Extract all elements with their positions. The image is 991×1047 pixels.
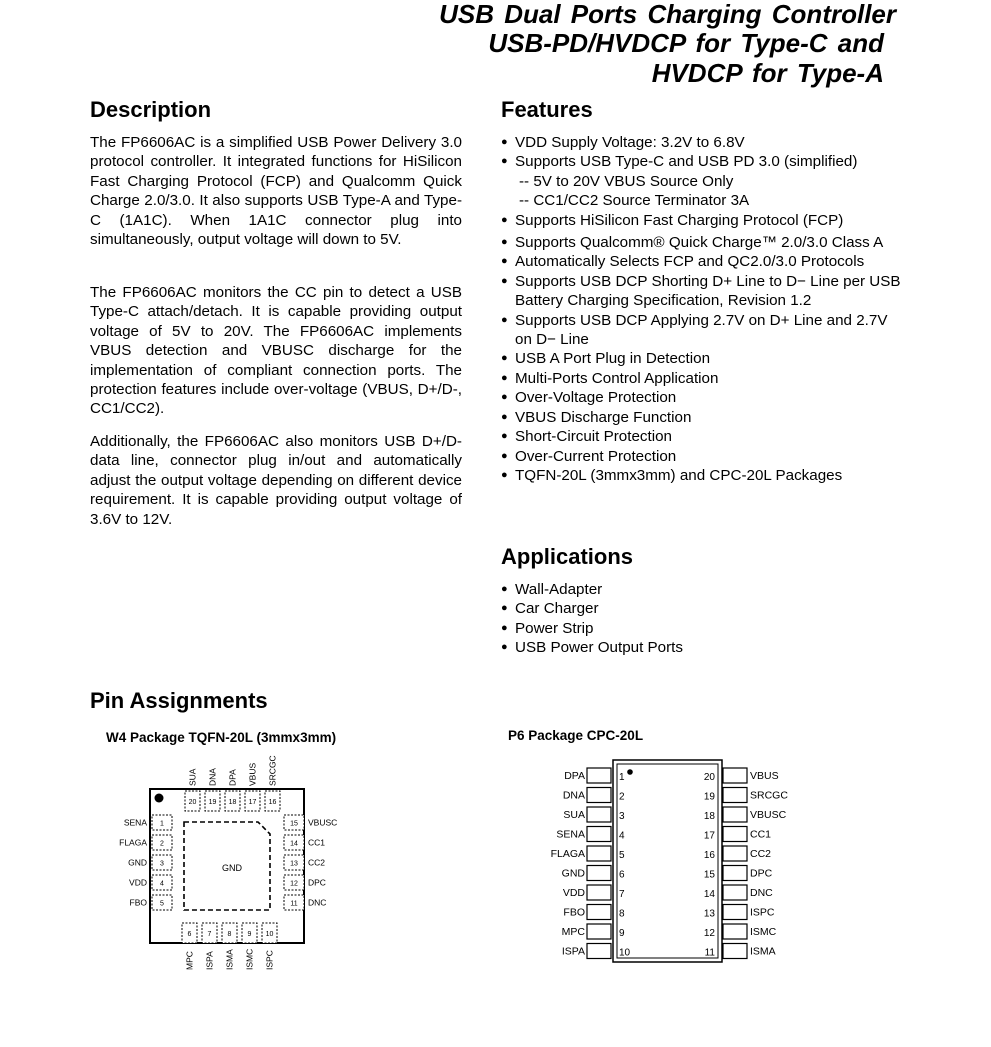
pin-number: 16: [703, 850, 715, 861]
pin-name: DNA: [562, 789, 585, 802]
applications-heading: Applications: [501, 544, 634, 569]
pin-name: ISMA: [750, 945, 776, 958]
list-item-text: Supports Qualcomm® Quick Charge™ 2.0/3.0 Class A: [515, 234, 884, 252]
pin-name: ISPA: [204, 951, 215, 970]
title-line-1: USB Dual Ports Charging Controller: [439, 0, 896, 29]
pin-lead: [587, 905, 611, 920]
pin-number: 3: [619, 811, 625, 822]
pin-number: 18: [703, 811, 715, 822]
pin-name: VDD: [562, 887, 585, 899]
pin-name: FBO: [563, 906, 585, 919]
pin-lead: [587, 944, 611, 959]
bullet-icon: ●: [501, 583, 508, 595]
description-paragraph-1: The FP6606AC is a simplified USB Power Delivery 3.0 protocol controller. It integrated functions for HiSilicon Fast Charging Protocol (FCP) and Qualcomm Quick Charge 2.0/3.0. It also supports USB Type-A and Type-C (1A1C). When 1A1C connector plug into simultaneously, output voltage will down to 5V.: [90, 134, 462, 249]
bullet-icon: ●: [501, 136, 508, 148]
list-item-text: Supports HiSilicon Fast Charging Protocol (FCP): [515, 211, 844, 229]
pin-name: MPC: [561, 926, 585, 938]
pin-name: VBUSC: [308, 817, 338, 828]
list-item: [501, 252, 906, 271]
list-item-text: USB A Port Plug in Detection: [515, 350, 711, 368]
list-item: [501, 408, 906, 427]
bullet-icon: ●: [501, 213, 508, 226]
pin-name: DNC: [750, 887, 773, 899]
bullet-icon: ●: [501, 449, 508, 462]
bullet-icon: ●: [501, 641, 508, 654]
pin-number: 17: [248, 799, 257, 806]
tqfn-package-title: W4 Package TQFN-20L (3mmx3mm): [106, 730, 337, 745]
pin-number: 4: [619, 830, 625, 842]
list-item-text: Supports USB DCP Shorting D+ Line to D− Line per USB Battery Charging Specification, Revision 1.2: [515, 272, 901, 310]
bullet-icon: ●: [501, 255, 508, 268]
pin-lead: [587, 866, 611, 881]
pin-name: MPC: [184, 951, 195, 970]
list-item: [501, 133, 906, 152]
pin-assignments-heading: Pin Assignments: [90, 688, 268, 713]
list-item-text: Power Strip: [515, 619, 594, 637]
bullet-icon: ●: [501, 155, 508, 168]
pin-number: 20: [188, 799, 197, 806]
pin-name: FBO: [129, 897, 147, 908]
pin-number: 14: [290, 840, 298, 848]
list-item-text: Short-Circuit Protection: [515, 428, 672, 446]
pin-name: ISPA: [561, 945, 585, 958]
pin-name: GND: [561, 867, 585, 880]
cpc-package-title: P6 Package CPC-20L: [508, 728, 644, 743]
pin-lead: [587, 807, 611, 822]
list-item: [501, 272, 906, 311]
pin-number: 19: [703, 791, 715, 803]
pin-number: 17: [703, 830, 715, 842]
pin-number: 7: [207, 931, 212, 938]
pin-lead: [723, 827, 747, 842]
title-line-3: HVDCP for Type-A: [651, 58, 884, 88]
bullet-icon: ●: [501, 274, 508, 287]
pin-name: ISMC: [750, 926, 777, 938]
pin-number: 7: [619, 889, 625, 900]
features-heading: Features: [501, 97, 593, 122]
pin-number: 16: [268, 799, 277, 806]
bullet-icon: ●: [501, 410, 508, 423]
pin-name: DNA: [207, 768, 218, 786]
list-item-text: TQFN-20L (3mmx3mm) and CPC-20L Packages: [515, 466, 843, 484]
pin-name: FLAGA: [119, 837, 147, 848]
pin-number: 4: [160, 880, 164, 888]
bullet-icon: ●: [501, 602, 508, 615]
list-item-text: Supports USB DCP Applying 2.7V on D+ Line and 2.7V on D− Line: [515, 311, 888, 349]
pin-number: 11: [290, 900, 298, 908]
pin-number: 10: [265, 931, 274, 938]
bullet-icon: ●: [501, 621, 508, 634]
list-item-text: Over-Current Protection: [515, 447, 677, 465]
list-item-text: Over-Voltage Protection: [515, 389, 677, 407]
pin-number: 13: [290, 860, 298, 868]
pin-lead: [723, 788, 747, 803]
pin-lead: [723, 807, 747, 822]
pin-name: CC1: [308, 837, 326, 848]
list-item: [501, 638, 801, 657]
pin-number: 5: [619, 850, 625, 861]
pin-lead: [587, 885, 611, 900]
list-item: [501, 311, 906, 350]
pin-name: SENA: [556, 828, 585, 841]
bullet-icon: ●: [501, 371, 508, 384]
list-item-text: Supports USB Type-C and USB PD 3.0 (simplified): [515, 153, 858, 171]
pin-lead: [587, 768, 611, 783]
list-item: [501, 619, 801, 638]
pin-lead: [723, 866, 747, 881]
pin-number: 18: [228, 799, 237, 806]
features-list: [501, 133, 906, 485]
pin-name: ISMC: [244, 948, 255, 970]
list-item: [501, 580, 801, 599]
list-item: [501, 211, 906, 230]
pin-lead: [587, 788, 611, 803]
cpc-package-diagram: [530, 756, 810, 966]
pin-number: 1: [160, 820, 164, 828]
pin-number: 12: [703, 928, 715, 939]
pin-name: VBUSC: [750, 809, 787, 821]
title-line-2: USB-PD/HVDCP for Type-C and: [488, 28, 884, 58]
pin-name: GND: [128, 857, 147, 868]
list-item: [501, 233, 906, 252]
pin-number: 3: [160, 860, 164, 868]
pin-lead: [587, 924, 611, 939]
applications-list: [501, 580, 801, 658]
bullet-icon: ●: [501, 236, 508, 249]
list-item-text: Multi-Ports Control Application: [515, 369, 719, 387]
list-item-text: Wall-Adapter: [515, 581, 603, 598]
pin-lead: [723, 944, 747, 959]
pin-name: VDD: [129, 877, 147, 888]
pin-name: CC2: [308, 857, 326, 868]
pin-lead: [723, 846, 747, 861]
pin-number: 20: [703, 772, 715, 783]
tqfn-package-diagram: [100, 748, 360, 978]
pin-number: 6: [619, 869, 625, 881]
pin-lead: [723, 885, 747, 900]
description-paragraph-2: The FP6606AC monitors the CC pin to detect a USB Type-C attach/detach. It is capable providing output voltage of 5V to 20V. The FP6606AC implements VBUS detection and VBUSC discharge for the implementation of compliant connection ports. The protection features include over-voltage (VBUS, D+/D-, CC1/CC2).: [90, 284, 462, 418]
pin-number: 11: [704, 947, 715, 959]
pin-name: SENA: [123, 817, 147, 828]
list-item: [501, 191, 906, 210]
pin-name: FLAGA: [550, 848, 585, 860]
pin-name: SRCGC: [750, 789, 788, 802]
pin-name: ISPC: [750, 906, 775, 919]
pin-number: 2: [160, 840, 164, 848]
pin-number: 10: [619, 947, 631, 959]
pin-name: DPA: [227, 769, 238, 786]
pin-number: 12: [290, 880, 298, 888]
pin-name: VBUS: [750, 770, 779, 782]
pin-number: 8: [227, 931, 232, 938]
description-paragraph-3: Additionally, the FP6606AC also monitors USB D+/D- data line, connector plug in/out and automatically adjust the output voltage depending on different device requirement. It is capable providing output voltage of 3.6V to 12V.: [90, 433, 462, 528]
pin-name: ISMA: [224, 949, 235, 970]
pin-lead: [723, 924, 747, 939]
pin-number: 8: [619, 908, 625, 920]
list-item-text: -- 5V to 20V VBUS Source Only: [519, 172, 734, 190]
pin-name: VBUS: [247, 762, 258, 786]
bullet-icon: ●: [501, 468, 508, 481]
pin-lead: [723, 905, 747, 920]
pin-number: 1: [619, 772, 625, 783]
pin-number: 15: [703, 869, 715, 881]
pin-number: 9: [247, 931, 252, 938]
list-item-text: -- CC1/CC2 Source Terminator 3A: [519, 192, 750, 210]
pin-number: 9: [619, 928, 625, 939]
pin-name: SUA: [187, 768, 198, 786]
list-item: [501, 447, 906, 466]
pin-number: 14: [703, 889, 715, 900]
pin-name: CC1: [750, 828, 772, 841]
list-item: [501, 152, 906, 171]
bullet-icon: ●: [501, 352, 508, 365]
pin-lead: [587, 827, 611, 842]
list-item-text: VDD Supply Voltage: 3.2V to 6.8V: [515, 134, 745, 151]
pin-name: ISPC: [264, 950, 275, 970]
list-item: [501, 427, 906, 446]
bullet-icon: ●: [501, 391, 508, 404]
pin-lead: [723, 768, 747, 783]
list-item: [501, 369, 906, 388]
list-item-text: Automatically Selects FCP and QC2.0/3.0 Protocols: [515, 253, 865, 271]
pin-name: DNC: [308, 897, 327, 908]
pin1-marker-icon: [627, 769, 633, 775]
bullet-icon: ●: [501, 313, 508, 326]
exposed-pad-label: GND: [222, 863, 242, 873]
pin-number: 5: [160, 900, 164, 908]
list-item-text: VBUS Discharge Function: [515, 408, 692, 426]
list-item: [501, 349, 906, 368]
list-item-text: Car Charger: [515, 600, 599, 618]
list-item: [501, 172, 906, 191]
pin-lead: [587, 846, 611, 861]
list-item: [501, 388, 906, 407]
pin-number: 6: [187, 931, 192, 938]
pin-number: 13: [703, 908, 715, 920]
pin-name: SRCGC: [267, 755, 278, 786]
pin-name: SUA: [563, 809, 585, 821]
list-item: [501, 466, 906, 485]
pin-name: DPC: [750, 867, 773, 880]
bullet-icon: ●: [501, 430, 508, 443]
pin-name: DPA: [564, 770, 585, 782]
pin-name: DPC: [308, 877, 326, 888]
description-heading: Description: [90, 97, 212, 122]
pin-number: 2: [619, 791, 625, 803]
pin-number: 19: [208, 799, 217, 806]
pin-number: 15: [290, 820, 298, 828]
pin1-marker-icon: [155, 794, 164, 803]
list-item: [501, 599, 801, 618]
list-item-text: USB Power Output Ports: [515, 639, 683, 657]
pin-name: CC2: [750, 848, 772, 860]
